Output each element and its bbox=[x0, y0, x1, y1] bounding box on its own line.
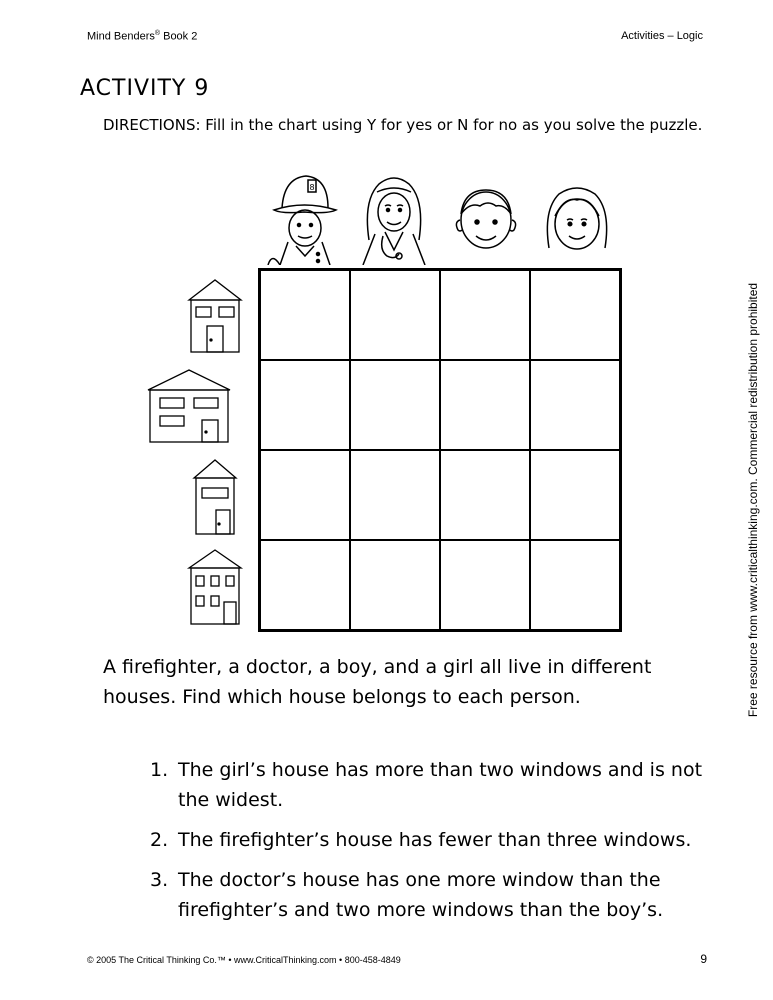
clue-list bbox=[150, 755, 730, 935]
grid-cell[interactable] bbox=[350, 540, 440, 630]
grid-cell[interactable] bbox=[530, 450, 620, 540]
grid-cell[interactable] bbox=[530, 270, 620, 360]
house-2-icon bbox=[146, 368, 232, 444]
header-book-title bbox=[87, 30, 197, 43]
footer-copyright: © 2005 The Critical Thinking Co.™ • www.CriticalThinking.com • 800-458-4849 bbox=[87, 955, 401, 965]
grid-cell[interactable] bbox=[440, 450, 530, 540]
clue-text: The firefighter’s house has fewer than three windows. bbox=[178, 829, 692, 851]
grid-cell[interactable] bbox=[440, 540, 530, 630]
grid-cell[interactable] bbox=[350, 270, 440, 360]
registered-mark: ® bbox=[154, 30, 161, 37]
people-row bbox=[258, 170, 622, 265]
header-section: Activities – Logic bbox=[621, 30, 703, 42]
page-number: 9 bbox=[700, 952, 707, 966]
clue-number: 3. bbox=[150, 869, 169, 891]
clue-number: 1. bbox=[150, 759, 169, 781]
grid-cell[interactable] bbox=[350, 360, 440, 450]
clue-item bbox=[150, 825, 730, 855]
houses-column bbox=[140, 268, 250, 632]
grid-cell[interactable] bbox=[530, 540, 620, 630]
clue-text: The doctor’s house has one more window than the firefighter’s and two more windows than the boy’s. bbox=[178, 869, 664, 921]
book-number: Book 2 bbox=[160, 30, 198, 43]
redistribution-notice bbox=[743, 250, 763, 750]
grid-cell[interactable] bbox=[260, 450, 350, 540]
grid-cell[interactable] bbox=[350, 450, 440, 540]
redistribution-notice-text: Free resource from www.criticalthinking.com. Commercial redistribution prohibited bbox=[746, 282, 760, 718]
doctor-icon bbox=[349, 170, 440, 265]
boy-icon bbox=[440, 170, 531, 265]
firefighter-icon bbox=[258, 170, 349, 265]
girl-icon bbox=[531, 170, 622, 265]
clue-item bbox=[150, 755, 730, 815]
grid-cell[interactable] bbox=[260, 270, 350, 360]
clue-item bbox=[150, 865, 730, 925]
svg-text:8: 8 bbox=[309, 183, 315, 192]
directions-text: DIRECTIONS: Fill in the chart using Y for yes or N for no as you solve the puzzle. bbox=[103, 116, 703, 134]
logic-grid bbox=[258, 268, 622, 632]
grid-cell[interactable] bbox=[530, 360, 620, 450]
grid-cell[interactable] bbox=[260, 540, 350, 630]
house-4-icon bbox=[186, 548, 244, 626]
grid-cell[interactable] bbox=[440, 270, 530, 360]
puzzle-intro: A firefighter, a doctor, a boy, and a girl all live in different houses. Find which house belongs to each person. bbox=[103, 656, 652, 708]
activity-title: ACTIVITY 9 bbox=[80, 76, 210, 101]
grid-cell[interactable] bbox=[260, 360, 350, 450]
house-3-icon bbox=[190, 458, 240, 536]
grid-cell[interactable] bbox=[440, 360, 530, 450]
house-1-icon bbox=[185, 278, 245, 354]
clue-number: 2. bbox=[150, 829, 169, 851]
book-name: Mind Benders bbox=[87, 30, 155, 43]
clue-text: The girl’s house has more than two windows and is not the widest. bbox=[178, 759, 703, 811]
